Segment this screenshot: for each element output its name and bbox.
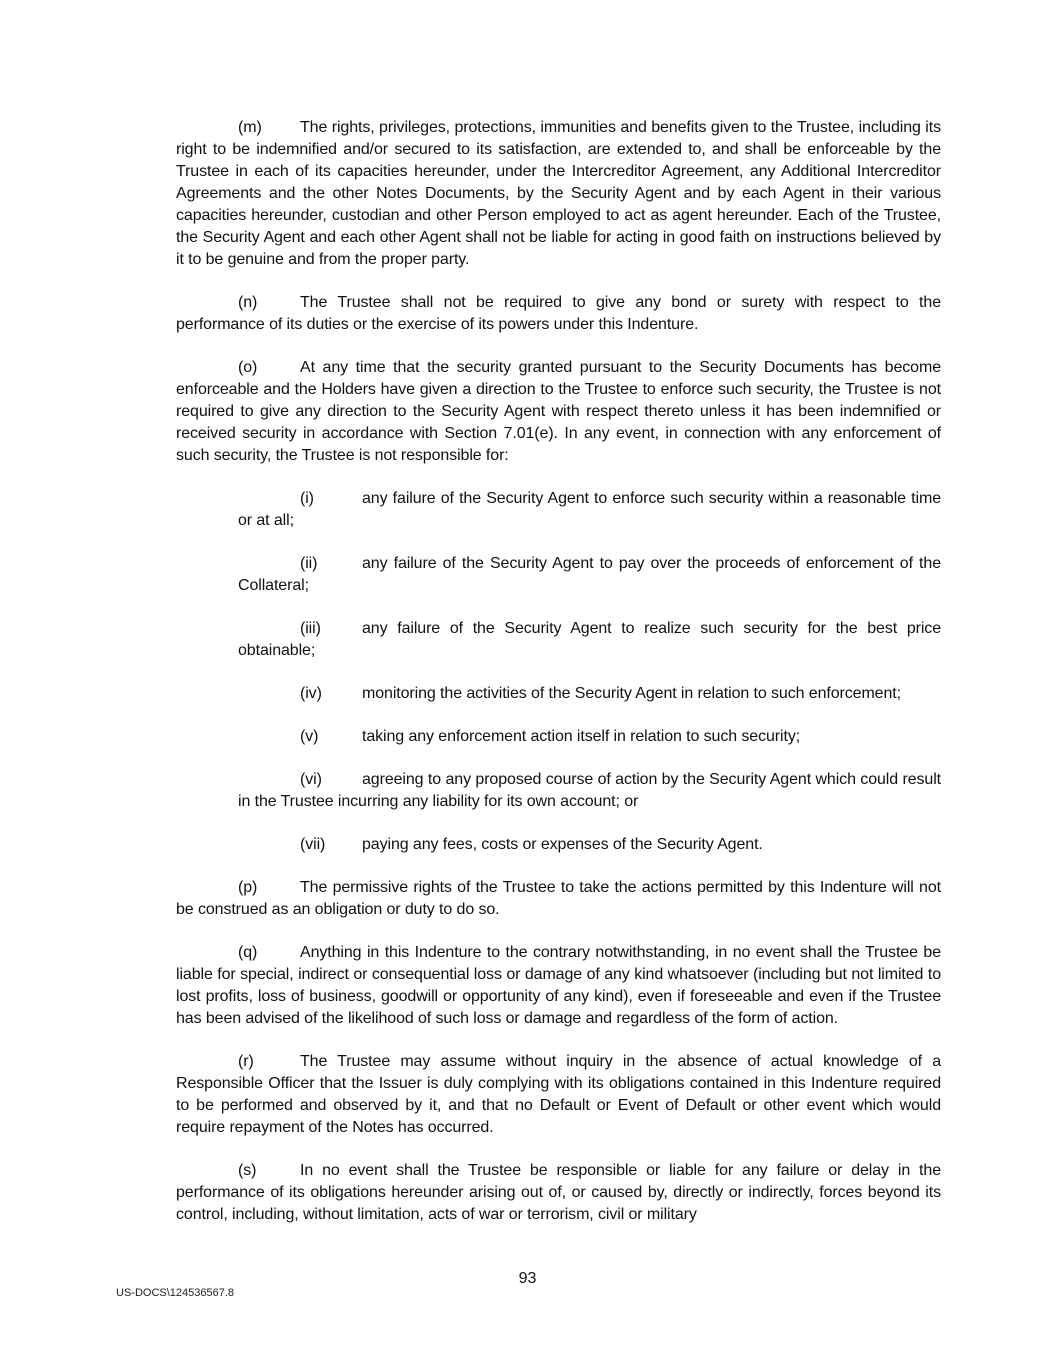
sub-item-ii xyxy=(238,553,941,597)
paragraph-q xyxy=(176,942,941,1030)
document-body xyxy=(176,117,941,1247)
paragraph-text: At any time that the security granted pursuant to the Security Documents has become enforceable and the Holders have given a direction to the Trustee to enforce such security, the Trustee is not required to give any direction to the Security Agent with respect thereto unless it has been indemnified or received security in accordance with Section 7.01(e). In any event, in connection with any enforcement of such security, the Trustee is not responsible for: xyxy=(176,359,941,464)
sub-item-label: (ii) xyxy=(300,555,318,572)
paragraph-label: (r) xyxy=(238,1053,254,1070)
sub-item-label: (i) xyxy=(300,490,314,507)
sub-item-label: (vii) xyxy=(300,836,326,853)
paragraph-text: Anything in this Indenture to the contrary notwithstanding, in no event shall the Trustee be liable for special, indirect or consequential loss or damage of any kind whatsoever (including but not limited to lost profits, loss of business, goodwill or opportunity of any kind), even if foreseeable and even if the Trustee has been advised of the likelihood of such loss or damage and regardless of the form of action. xyxy=(176,944,941,1027)
paragraph-label: (q) xyxy=(238,944,258,961)
sub-item-text: any failure of the Security Agent to enforce such security within a reasonable time or at all; xyxy=(238,490,941,529)
sub-item-text: agreeing to any proposed course of action by the Security Agent which could result in the Trustee incurring any liability for its own account; or xyxy=(238,771,941,810)
sub-item-vii xyxy=(238,834,941,856)
sub-item-v xyxy=(238,726,941,748)
sub-item-label: (iii) xyxy=(300,620,321,637)
paragraph-text: The rights, privileges, protections, immunities and benefits given to the Trustee, including its right to be indemnified and/or secured to its satisfaction, are extended to, and shall be enforceable by the Trustee in each of its capacities hereunder, under the Intercreditor Agreement, any Additional Intercreditor Agreements and the other Notes Documents, by the Security Agent and by each Agent in their various capacities hereunder, custodian and other Person employed to act as agent hereunder. Each of the Trustee, the Security Agent and each other Agent shall not be liable for acting in good faith on instructions believed by it to be genuine and from the proper party. xyxy=(176,119,941,268)
sub-item-iv xyxy=(238,683,941,705)
sub-item-text: any failure of the Security Agent to pay over the proceeds of enforcement of the Collateral; xyxy=(238,555,941,594)
sub-item-text: any failure of the Security Agent to realize such security for the best price obtainable; xyxy=(238,620,941,659)
paragraph-text: The Trustee may assume without inquiry in the absence of actual knowledge of a Responsible Officer that the Issuer is duly complying with its obligations contained in this Indenture required to be performed and observed by it, and that no Default or Event of Default or other event which would require repayment of the Notes has occurred. xyxy=(176,1053,941,1136)
paragraph-o xyxy=(176,357,941,467)
paragraph-p xyxy=(176,877,941,921)
sub-item-label: (v) xyxy=(300,728,319,745)
paragraph-text: The permissive rights of the Trustee to take the actions permitted by this Indenture will not be construed as an obligation or duty to do so. xyxy=(176,879,941,918)
sub-item-label: (vi) xyxy=(300,771,322,788)
paragraph-m xyxy=(176,117,941,271)
paragraph-n xyxy=(176,292,941,336)
sub-item-vi xyxy=(238,769,941,813)
paragraph-label: (n) xyxy=(238,294,258,311)
paragraph-text: In no event shall the Trustee be responsible or liable for any failure or delay in the performance of its obligations hereunder arising out of, or caused by, directly or indirectly, forces beyond its control, including, without limitation, acts of war or terrorism, civil or military xyxy=(176,1162,941,1223)
paragraph-label: (s) xyxy=(238,1162,257,1179)
paragraph-s xyxy=(176,1160,941,1226)
document-id: US-DOCS\124536567.8 xyxy=(116,1287,235,1299)
page-number: 93 xyxy=(518,1270,537,1287)
sub-item-text: monitoring the activities of the Security Agent in relation to such enforcement; xyxy=(362,685,901,702)
sub-item-label: (iv) xyxy=(300,685,322,702)
paragraph-text: The Trustee shall not be required to give any bond or surety with respect to the performance of its duties or the exercise of its powers under this Indenture. xyxy=(176,294,941,333)
paragraph-label: (o) xyxy=(238,359,258,376)
sub-item-text: taking any enforcement action itself in relation to such security; xyxy=(362,728,801,745)
paragraph-label: (m) xyxy=(238,119,262,136)
sub-item-text: paying any fees, costs or expenses of the Security Agent. xyxy=(362,836,763,853)
paragraph-label: (p) xyxy=(238,879,258,896)
sub-item-i xyxy=(238,488,941,532)
paragraph-r xyxy=(176,1051,941,1139)
sub-item-iii xyxy=(238,618,941,662)
